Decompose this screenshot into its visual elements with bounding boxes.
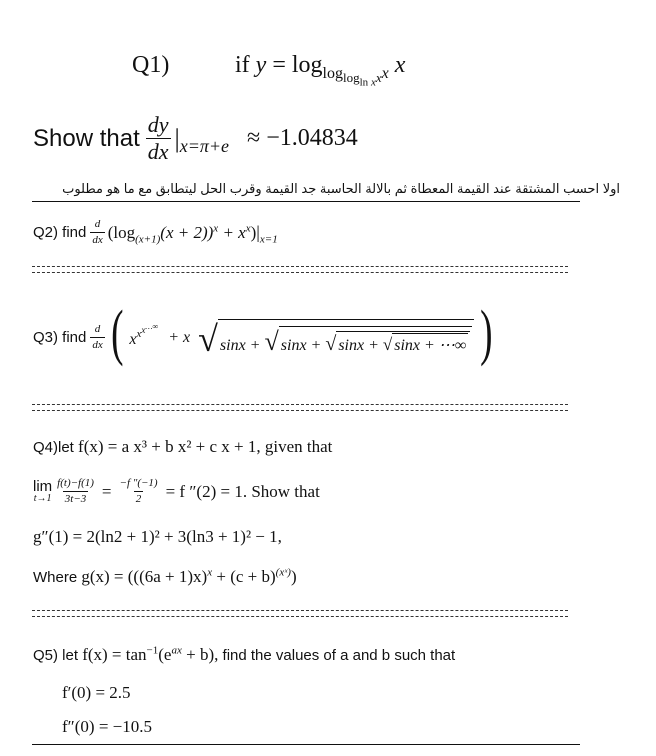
q1-eq: = — [272, 52, 286, 78]
q1-base-ln: ln — [359, 76, 369, 89]
q3-dx: dx — [92, 339, 103, 351]
q4-fraction-2 — [118, 478, 160, 505]
q5-fx: f(x) = tan — [82, 645, 147, 664]
q4-label: Q4)let — [33, 439, 74, 456]
q2-dx: dx — [92, 234, 103, 246]
q1-base-log1: log — [322, 64, 343, 82]
q4-frac1-num: f(t)−f(1) — [57, 477, 94, 489]
q1-log: log — [291, 52, 323, 78]
q1-argument-x: x — [394, 52, 406, 78]
q4-frac1-den: 3t−3 — [64, 493, 87, 505]
q2-plus-x: + x — [222, 223, 246, 242]
q3-open-paren: ( — [110, 299, 124, 367]
q1-show-that-line: Show that $\frac{dy}{dx}$ | x=π+e ≈ −1.04834 — [33, 112, 358, 164]
bottom-rule — [32, 744, 580, 745]
q1-if: if — [235, 52, 250, 78]
q4-line-1 — [33, 437, 332, 457]
q4-where-close: ) — [290, 567, 297, 586]
q3-sqrt-term-4: sinx + ⋯∞ — [394, 336, 467, 354]
q2-d: d — [94, 218, 101, 230]
separator-1 — [32, 266, 568, 273]
q1-label: Q1) — [132, 52, 170, 78]
q4-frac2-den: 2 — [135, 493, 142, 505]
q1-show-that: Show that — [33, 124, 140, 152]
q1-y: y — [255, 52, 267, 78]
q2-power: x — [213, 222, 219, 235]
q2-close: ) — [250, 223, 257, 242]
q4-tail: = f ″(2) = 1. Show that — [165, 481, 320, 501]
q2-derivative-fraction — [90, 219, 104, 246]
q4-lim-sub: t→1 — [33, 493, 52, 504]
q5-arg-close: + b), — [186, 645, 219, 664]
arabic-instruction: اولا احسب المشتقة عند القيمة المعطاة ثم بالالة الحاسبة جد القيمة وقرب الحل ليتطابق مع ما هو مطلوب — [62, 181, 620, 196]
q3-derivative-fraction — [90, 324, 104, 351]
q5-text: find the values of a and b such that — [222, 647, 456, 664]
q5-line — [33, 645, 455, 665]
q5-arg: (e — [158, 645, 172, 664]
q3-plus-x: + x — [168, 328, 191, 346]
q1-definition — [235, 52, 406, 89]
q5-condition-1: f′(0) = 2.5 — [62, 683, 131, 702]
q4-where-line — [33, 567, 297, 587]
q3-tower-exp: x — [136, 328, 142, 341]
q5-inverse: −1 — [146, 644, 159, 657]
q3-sqrt-term-1: sinx + — [219, 336, 261, 354]
q4-eq: = — [101, 481, 112, 501]
top-rule — [32, 201, 580, 202]
q1-result: −1.04834 — [266, 125, 358, 151]
q1-base-log2: log — [343, 69, 360, 85]
q4-where-label: Where — [33, 569, 78, 586]
q3-tower-top: x — [141, 324, 146, 335]
q2-log-arg: (x + 2)) — [160, 223, 214, 242]
q3-label: Q3) find — [33, 329, 87, 346]
q3-sqrt-term-2: sinx + — [280, 336, 322, 354]
q2-power-x: x — [245, 222, 251, 235]
q4-where-pow: x — [207, 566, 213, 579]
q4-fraction-1 — [55, 478, 96, 505]
q1-derivative-fraction — [146, 114, 171, 163]
q2-label: Q2) find — [33, 224, 87, 241]
q2-line: Q2) find $\frac{d}{dx}$ $(\log_{(x+1)}(x + 2))^x + x^x)|_{x=1}$ — [33, 218, 278, 246]
separator-3 — [32, 610, 568, 617]
q5-label: Q5) let — [33, 647, 79, 664]
q2-eval: x=1 — [259, 233, 278, 246]
q4-where-pow2: (xˣ) — [275, 566, 291, 579]
q2-log: (log — [107, 223, 136, 242]
q1-eval-point: x=π+e — [179, 136, 230, 156]
q4-lim: lim — [33, 478, 53, 495]
q3-tower-base: x — [129, 330, 137, 348]
q1-dy: dy — [147, 112, 169, 137]
q1-base-x1: x — [370, 76, 376, 89]
q2-log-base: (x+1) — [135, 233, 161, 246]
q4-line-2 — [33, 478, 320, 505]
q4-frac2-num: −f ″(−1) — [119, 477, 158, 489]
q4-g-line: g″(1) = 2(ln2 + 1)² + 3(ln3 + 1)² − 1, — [33, 527, 282, 546]
q3-close-paren: ) — [480, 299, 493, 367]
q1-base-x3: x — [381, 64, 389, 82]
separator-2 — [32, 404, 568, 411]
q4-where-expr: g(x) = (((6a + 1)x) — [81, 567, 208, 586]
q5-condition-2: f″(0) = −10.5 — [62, 717, 152, 736]
q4-where-mid: + (c + b) — [216, 567, 276, 586]
q5-arg-pow: ax — [171, 644, 182, 657]
q3-sqrt-term-3: sinx + — [338, 336, 379, 354]
q4-fx-definition: f(x) = a x³ + b x² + c x + 1, given that — [78, 437, 333, 456]
q1-base-x2: x — [375, 69, 382, 85]
q3-tower-dots: …∞ — [145, 321, 159, 331]
q3-line: Q3) find $\frac{d}{dx}$ ( $x^{x^{x^{\dots\infty}}}$ + x √ sinx + √ sinx + √ sinx + √ sinx + ⋯∞ ) — [33, 299, 493, 367]
q1-approx: ≈ — [247, 125, 261, 151]
q3-d: d — [94, 323, 101, 335]
q1-dx: dx — [147, 139, 169, 164]
